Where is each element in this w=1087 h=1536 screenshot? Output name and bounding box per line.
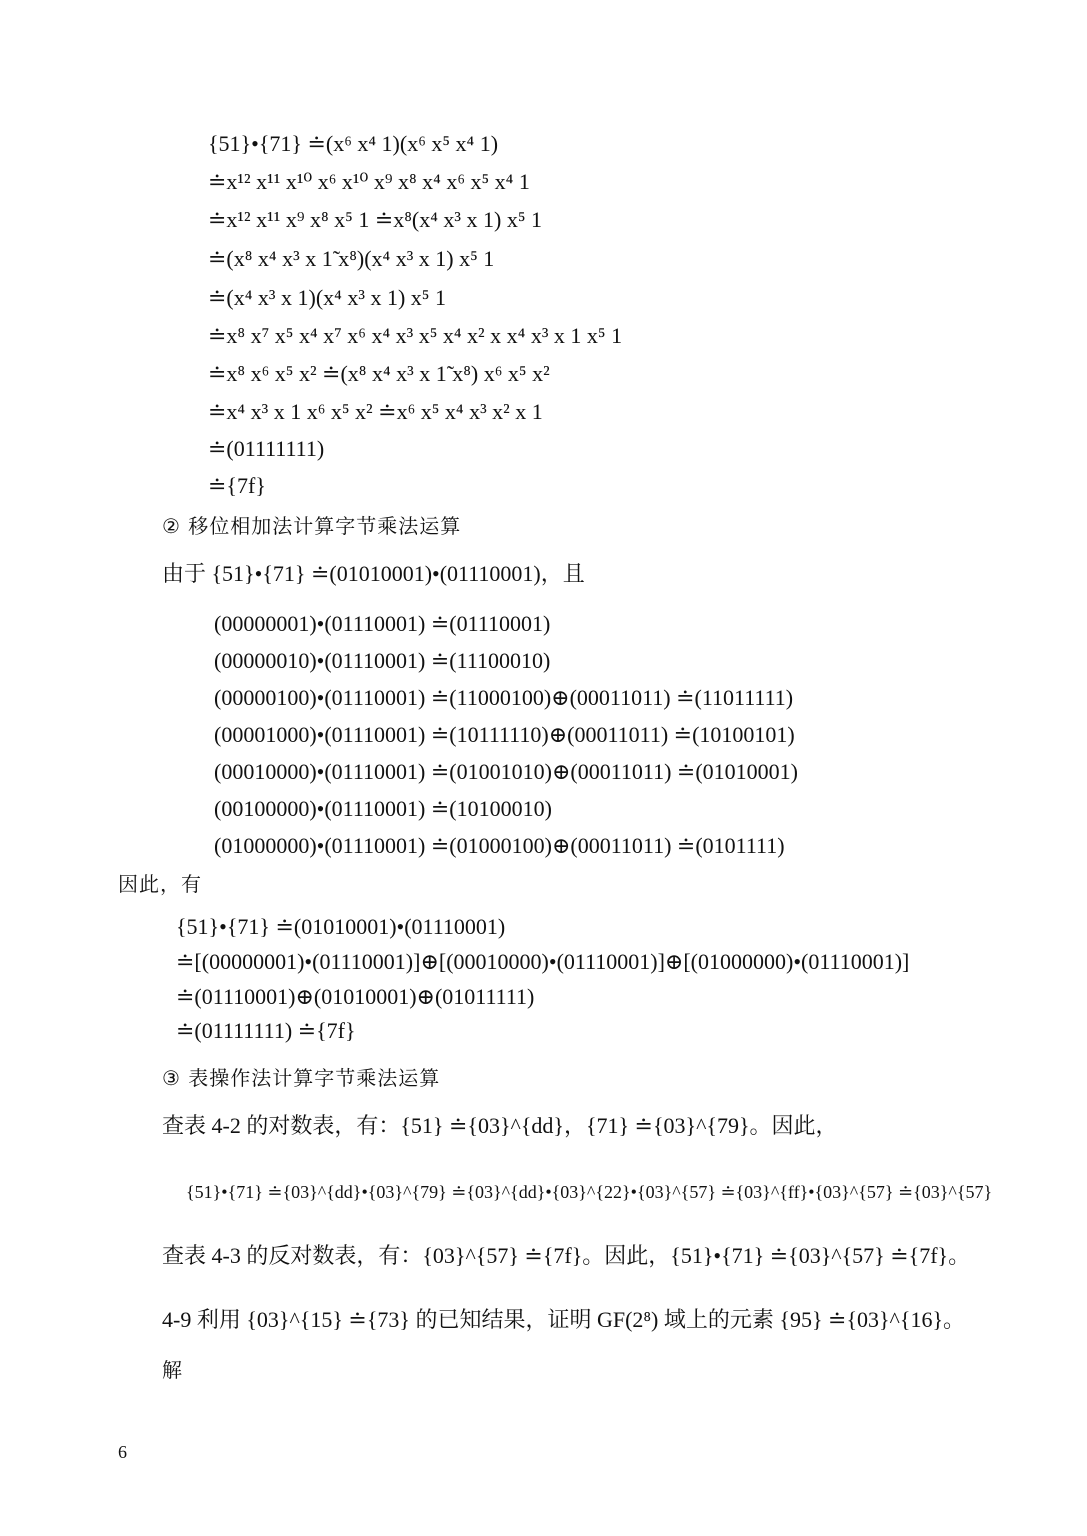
solution-label: 解 [162,1358,183,1382]
poly-line-6: ≐x⁸ x⁷ x⁵ x⁴ x⁷ x⁶ x⁴ x³ x⁵ x⁴ x² x x⁴ x³ x 1 x⁵ 1 [208,323,623,348]
shift-line-5: (00010000)•(01110001) ≐(01001010)⊕(00011011) ≐(01010001) [214,759,798,784]
problem-4-9: 4-9 利用 {03}^{15} ≐{73} 的已知结果，证明 GF(2⁸) 域上的元素 {95} ≐{03}^{16}。 [162,1307,966,1332]
result-line-4: ≐(01111111) ≐{7f} [176,1018,356,1043]
poly-line-8: ≐x⁴ x³ x 1 x⁶ x⁵ x² ≐x⁶ x⁵ x⁴ x³ x² x 1 [208,399,543,424]
table-calc-line: {51}•{71} ≐{03}^{dd}•{03}^{79} ≐{03}^{dd}•{03}^{22}•{03}^{57} ≐{03}^{ff}•{03}^{57} ≐{03}^{57} [186,1182,993,1202]
result-line-2: ≐[(00000001)•(01110001)]⊕[(00010000)•(01110001)]⊕[(01000000)•(01110001)] [176,949,910,974]
shift-line-6: (00100000)•(01110001) ≐(10100010) [214,796,552,821]
shift-line-7: (01000000)•(01110001) ≐(01000100)⊕(00011011) ≐(0101111) [214,833,785,858]
shift-line-2: (00000010)•(01110001) ≐(11100010) [214,648,551,673]
poly-line-7: ≐x⁸ x⁶ x⁵ x² ≐(x⁸ x⁴ x³ x 1̃ x⁸) x⁶ x⁵ x² [208,361,550,386]
poly-line-3: ≐x¹² x¹¹ x⁹ x⁸ x⁵ 1 ≐x⁸(x⁴ x³ x 1) x⁵ 1 [208,207,543,232]
table-lookup-line-2: 查表 4-3 的反对数表，有：{03}^{57} ≐{7f}。因此，{51}•{71} ≐{03}^{57} ≐{7f}。 [162,1243,971,1268]
table-lookup-line-1: 查表 4-2 的对数表，有：{51} ≐{03}^{dd}，{71} ≐{03}^{79}。因此， [162,1113,838,1138]
shift-line-4: (00001000)•(01110001) ≐(10111110)⊕(00011011) ≐(10100101) [214,722,795,747]
poly-line-9: ≐(01111111) [208,436,325,461]
section-heading-shift-add: ② 移位相加法计算字节乘法运算 [162,514,462,538]
shift-intro: 由于 {51}•{71} ≐(01010001)•(01110001)，且 [162,561,585,586]
poly-line-4: ≐(x⁸ x⁴ x³ x 1̃ x⁸)(x⁴ x³ x 1) x⁵ 1 [208,246,495,271]
shift-line-3: (00000100)•(01110001) ≐(11000100)⊕(00011011) ≐(11011111) [214,685,794,710]
result-line-3: ≐(01110001)⊕(01010001)⊕(01011111) [176,984,535,1009]
section-heading-table: ③ 表操作法计算字节乘法运算 [162,1066,441,1090]
poly-line-2: ≐x¹² x¹¹ x¹⁰ x⁶ x¹⁰ x⁹ x⁸ x⁴ x⁶ x⁵ x⁴ 1 [208,169,530,194]
poly-line-5: ≐(x⁴ x³ x 1)(x⁴ x³ x 1) x⁵ 1 [208,285,446,310]
poly-line-10: ≐{7f} [208,473,266,498]
result-line-1: {51}•{71} ≐(01010001)•(01110001) [176,914,506,939]
page-number: 6 [118,1442,127,1462]
poly-line-1: {51}•{71} ≐(x⁶ x⁴ 1)(x⁶ x⁵ x⁴ 1) [208,131,499,156]
shift-line-1: (00000001)•(01110001) ≐(01110001) [214,611,551,636]
therefore-label: 因此，有 [118,872,202,896]
